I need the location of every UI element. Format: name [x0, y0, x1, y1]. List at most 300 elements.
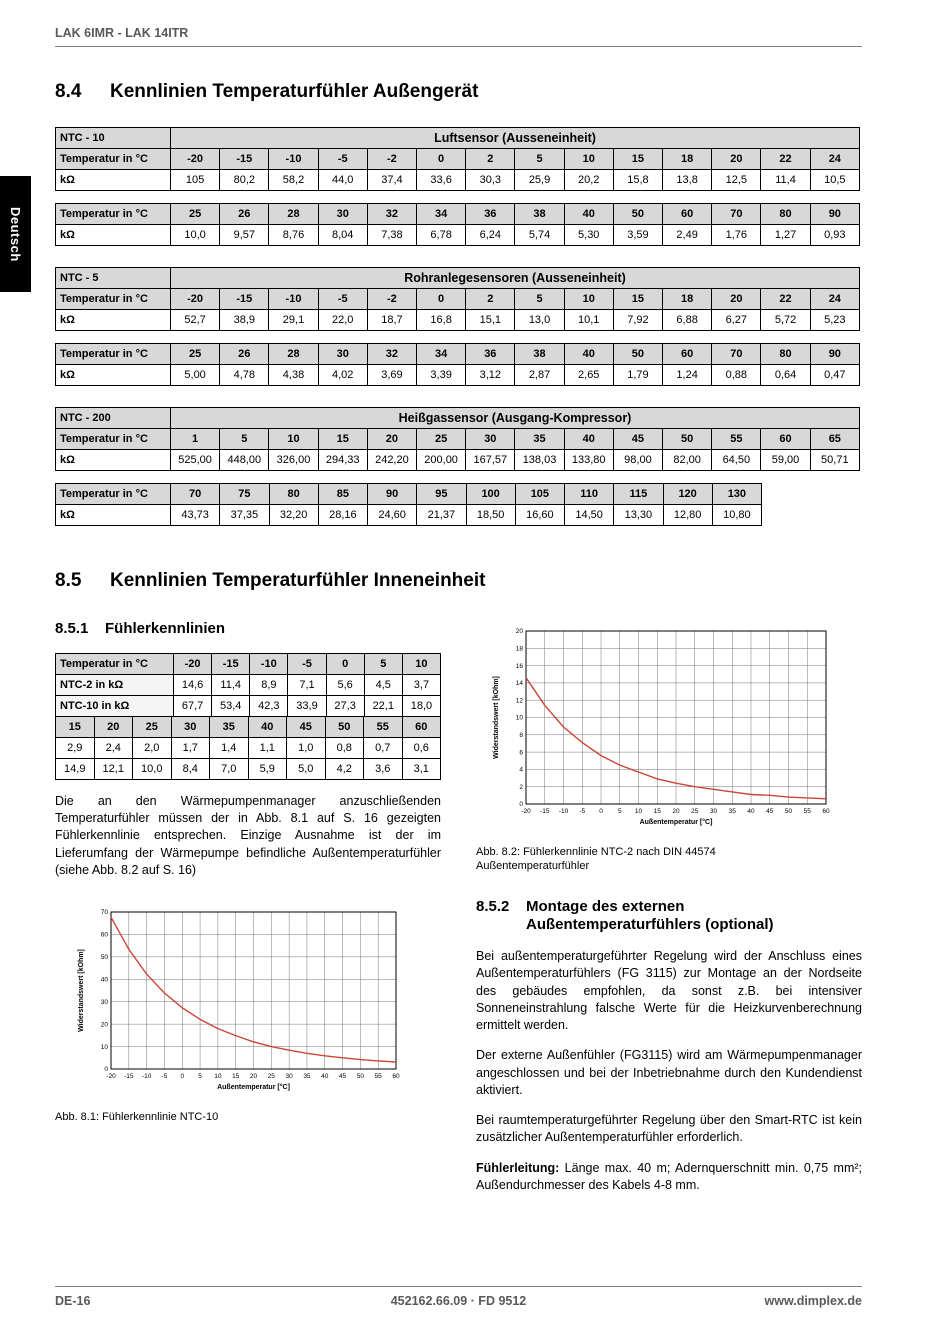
row-label: kΩ: [56, 170, 171, 191]
svg-text:50: 50: [356, 1073, 364, 1080]
table-cell: 3,69: [367, 365, 416, 386]
table-cell: 52,7: [171, 310, 220, 331]
fuehler-table-lower: [55, 716, 441, 780]
table-cell: 67,7: [174, 695, 212, 716]
table-cell: 24,60: [368, 505, 417, 526]
svg-text:60: 60: [100, 931, 108, 939]
table-cell: 37,4: [367, 170, 416, 191]
table-cell: 2,65: [564, 365, 613, 386]
table-cell: 25: [417, 429, 466, 450]
table-cell: -15: [212, 653, 250, 674]
table-cell: 5,0: [287, 758, 326, 779]
table-cell: 90: [810, 344, 859, 365]
table-cell: 55: [364, 716, 403, 737]
svg-text:16: 16: [515, 662, 523, 670]
table-cell: 133,80: [564, 450, 613, 471]
content-area: [55, 0, 862, 1194]
svg-text:20: 20: [100, 1021, 108, 1029]
table-cell: 167,57: [466, 450, 515, 471]
table-cell: 8,76: [269, 225, 318, 246]
language-tab-deutsch: [0, 176, 31, 292]
table-cell: 100: [466, 484, 515, 505]
table-cell: 80,2: [220, 170, 269, 191]
table-cell: 10: [402, 653, 440, 674]
table-cell: 1,0: [287, 737, 326, 758]
resistance-row: [56, 365, 860, 386]
table-cell: 200,00: [417, 450, 466, 471]
table-cell: 20,2: [564, 170, 613, 191]
svg-text:20: 20: [249, 1073, 258, 1080]
ntc-table: [55, 267, 860, 331]
table-cell: -2: [367, 289, 416, 310]
table-cell: 20: [94, 716, 133, 737]
table-cell: 75: [220, 484, 269, 505]
table-cell: 10,5: [810, 170, 859, 191]
table-cell: 60: [663, 204, 712, 225]
table-cell: 95: [417, 484, 466, 505]
table-cell: -20: [174, 653, 212, 674]
table-cell: 6,78: [417, 225, 466, 246]
table-cell: -5: [288, 653, 326, 674]
svg-text:4: 4: [519, 766, 523, 774]
ntc-table: [55, 203, 860, 246]
section-84-heading: [55, 81, 862, 103]
table-cell: 14,9: [56, 758, 95, 779]
table-cell: 7,1: [288, 674, 326, 695]
table-cell: 5,00: [171, 365, 220, 386]
table-cell: 15: [56, 716, 95, 737]
table-cell: 525,00: [171, 450, 220, 471]
row-label: Temperatur in °C: [56, 289, 171, 310]
svg-text:-20: -20: [106, 1073, 116, 1080]
ntc-table-group: [55, 127, 862, 246]
page-footer: [55, 1286, 862, 1308]
svg-text:15: 15: [653, 808, 661, 815]
table-cell: 7,0: [210, 758, 249, 779]
table-cell: 20: [712, 149, 761, 170]
row-label: Temperatur in °C: [56, 204, 171, 225]
table-cell: 5: [364, 653, 402, 674]
svg-text:-5: -5: [579, 808, 586, 815]
row-label: kΩ: [56, 365, 171, 386]
table-cell: -2: [367, 149, 416, 170]
table-header-row: [56, 653, 441, 674]
table-cell: 0,88: [712, 365, 761, 386]
table-cell: 10: [269, 429, 318, 450]
table-cell: 16,60: [515, 505, 564, 526]
table-cell: 26: [220, 344, 269, 365]
table-cell: 53,4: [212, 695, 250, 716]
table-cell: 0,64: [761, 365, 810, 386]
table-cell: 36: [466, 344, 515, 365]
table-cell: 6,88: [663, 310, 712, 331]
table-cell: 30,3: [466, 170, 515, 191]
table-cell: 11,4: [212, 674, 250, 695]
svg-text:30: 30: [100, 998, 108, 1006]
table-cell: 130: [712, 484, 761, 505]
row-label: NTC-10 in kΩ: [56, 695, 174, 716]
table-cell: 30: [466, 429, 515, 450]
table-cell: 15: [613, 289, 662, 310]
table-cell: 13,8: [663, 170, 712, 191]
table-cell: 5,74: [515, 225, 564, 246]
table-cell: 326,00: [269, 450, 318, 471]
table-cell: 55: [712, 429, 761, 450]
table-cell: 105: [171, 170, 220, 191]
table-cell: 34: [417, 344, 466, 365]
table-cell: 20: [712, 289, 761, 310]
table-cell: 14,50: [565, 505, 614, 526]
table-cell: 20: [367, 429, 416, 450]
table-cell: 50: [325, 716, 364, 737]
row-label: NTC-2 in kΩ: [56, 674, 174, 695]
svg-text:30: 30: [709, 808, 718, 815]
fuehlerleitung-paragraph: [476, 1160, 862, 1195]
fuehlerleitung-text: Länge max. 40 m; Adernquerschnitt min. 0,75 mm²; Außendurchmesser des Kabels 4-8 mm.: [476, 1160, 862, 1192]
row-label: kΩ: [56, 225, 171, 246]
table-cell: 38: [515, 204, 564, 225]
table-cell: 26: [220, 204, 269, 225]
table-cell: 4,2: [325, 758, 364, 779]
document-title: LAK 6IMR - LAK 14ITR: [55, 26, 189, 40]
table-cell: 1,4: [210, 737, 249, 758]
table-cell: 40: [564, 344, 613, 365]
table-cell: 43,73: [171, 505, 220, 526]
section-85-number: 8.5: [55, 570, 82, 591]
svg-text:30: 30: [285, 1073, 293, 1080]
language-tab-label: Deutsch: [8, 206, 23, 262]
table-cell: 28: [269, 204, 318, 225]
table-cell: -5: [318, 289, 367, 310]
table-cell: 3,39: [417, 365, 466, 386]
table-cell: 18,7: [367, 310, 416, 331]
section-84-number: 8.4: [55, 81, 82, 102]
svg-text:Außentemperatur [°C]: Außentemperatur [°C]: [217, 1084, 290, 1091]
right-column: [476, 620, 862, 1194]
table-cell: 60: [761, 429, 810, 450]
table-cell: 1,27: [761, 225, 810, 246]
table-cell: -10: [269, 149, 318, 170]
footer-document-number: 452162.66.09 · FD 9512: [390, 1294, 527, 1308]
table-cell: 10: [564, 149, 613, 170]
table-cell: 30: [318, 344, 367, 365]
table-cell: 58,2: [269, 170, 318, 191]
table-cell: 44,0: [318, 170, 367, 191]
left-column: [55, 620, 441, 1194]
table-row: [56, 128, 860, 149]
svg-text:Außentemperatur [°C]: Außentemperatur [°C]: [639, 819, 713, 826]
sensor-type-label: NTC - 200: [56, 408, 171, 429]
table-cell: 3,6: [364, 758, 403, 779]
svg-text:25: 25: [691, 808, 699, 815]
temperature-row: [56, 289, 860, 310]
table-cell: 1,7: [171, 737, 210, 758]
table-cell: 18: [663, 289, 712, 310]
table-cell: 22,0: [318, 310, 367, 331]
table-cell: 294,33: [318, 450, 367, 471]
sensor-type-label: NTC - 10: [56, 128, 171, 149]
table-cell: 0,7: [364, 737, 403, 758]
row-label: Temperatur in °C: [56, 344, 171, 365]
sensor-caption: Rohranlegesensoren (Ausseneinheit): [171, 268, 860, 289]
svg-text:5: 5: [617, 808, 622, 815]
table-cell: 2,4: [94, 737, 133, 758]
svg-text:40: 40: [100, 976, 108, 984]
table-row: [56, 408, 860, 429]
table-cell: 9,57: [220, 225, 269, 246]
svg-text:40: 40: [747, 808, 755, 815]
sensor-caption: Heißgassensor (Ausgang-Kompressor): [171, 408, 860, 429]
table-cell: 38: [515, 344, 564, 365]
svg-text:60: 60: [392, 1073, 400, 1080]
svg-text:50: 50: [784, 808, 793, 815]
table-cell: -20: [171, 149, 220, 170]
svg-text:10: 10: [214, 1073, 222, 1080]
table-cell: 40: [248, 716, 287, 737]
table-cell: 50: [663, 429, 712, 450]
table-cell: 85: [318, 484, 367, 505]
table-cell: 50: [613, 344, 662, 365]
table-cell: 1,76: [712, 225, 761, 246]
table-cell: 16,8: [417, 310, 466, 331]
table-cell: 14,6: [174, 674, 212, 695]
table-cell: 8,9: [250, 674, 288, 695]
table-cell: -10: [269, 289, 318, 310]
table-cell: 65: [810, 429, 859, 450]
section-852-paragraph-3: Bei raumtemperaturgeführter Regelung über den Smart-RTC ist kein zusätzlicher Außentemperaturfühler erforderlich.: [476, 1113, 862, 1145]
resistance-row: [56, 170, 860, 191]
table-cell: 0: [417, 289, 466, 310]
table-cell: 32,20: [269, 505, 318, 526]
table-cell: 5,9: [248, 758, 287, 779]
chart-canvas: [488, 624, 833, 836]
section-851-number: 8.5.1: [55, 620, 89, 637]
table-cell: 70: [712, 344, 761, 365]
table-cell: 28,16: [318, 505, 367, 526]
table-cell: 4,02: [318, 365, 367, 386]
table-cell: 110: [565, 484, 614, 505]
temperature-row: [56, 149, 860, 170]
svg-text:20: 20: [515, 628, 523, 636]
chart-ntc2: [488, 624, 862, 836]
section-852-paragraph-2: Der externe Außenfühler (FG3115) wird am Wärmepumpenmanager angeschlossen und bei der Inbetriebnahme durch den Kundendienst aktiviert.: [476, 1048, 862, 1097]
table-cell: 25: [171, 204, 220, 225]
table-cell: 1,79: [613, 365, 662, 386]
table-cell: 18: [663, 149, 712, 170]
table-cell: 2,49: [663, 225, 712, 246]
table-cell: 5: [220, 429, 269, 450]
table-cell: -5: [318, 149, 367, 170]
table-cell: 4,5: [364, 674, 402, 695]
svg-text:2: 2: [519, 783, 523, 791]
table-cell: 2: [466, 289, 515, 310]
table-cell: 36: [466, 204, 515, 225]
table-cell: 82,00: [663, 450, 712, 471]
table-cell: 105: [515, 484, 564, 505]
table-cell: 24: [810, 289, 859, 310]
table-cell: 7,92: [613, 310, 662, 331]
table-cell: 11,4: [761, 170, 810, 191]
table-cell: 15,1: [466, 310, 515, 331]
sensor-type-label: NTC - 5: [56, 268, 171, 289]
svg-text:50: 50: [100, 954, 108, 962]
table-cell: 35: [210, 716, 249, 737]
table-cell: 12,1: [94, 758, 133, 779]
table-cell: 1,24: [663, 365, 712, 386]
table-cell: 50: [613, 204, 662, 225]
table-cell: 0: [326, 653, 364, 674]
table-cell: 6,27: [712, 310, 761, 331]
svg-text:6: 6: [519, 749, 523, 757]
table-cell: 30: [318, 204, 367, 225]
table-cell: 448,00: [220, 450, 269, 471]
table-cell: 24: [810, 149, 859, 170]
table-cell: 32: [367, 204, 416, 225]
table-cell: 25: [171, 344, 220, 365]
row-label: kΩ: [56, 310, 171, 331]
table-cell: 98,00: [613, 450, 662, 471]
resistance-row: [56, 505, 762, 526]
resistance-row: [56, 450, 860, 471]
section-851-paragraph: Die an den Wärmepumpenmanager anzuschließenden Temperaturfühler müssen der in Abb. 8.1 auf S. 16 gezeigten Fühlerkennlinie entsprechen. Einzige Ausnahme ist der im Lieferumfang der Wärmepumpe befindliche Außentemperaturfühler (siehe Abb. 8.2 auf S. 16): [55, 793, 441, 877]
table-cell: 18,0: [402, 695, 440, 716]
svg-text:Widerstandswert [kOhm]: Widerstandswert [kOhm]: [493, 676, 500, 759]
table-cell: 0,47: [810, 365, 859, 386]
table-cell: 3,1: [402, 758, 441, 779]
table-cell: 0: [417, 149, 466, 170]
table-cell: 10: [564, 289, 613, 310]
table-cell: 40: [564, 429, 613, 450]
svg-text:35: 35: [303, 1073, 311, 1080]
table-cell: 2,9: [56, 737, 95, 758]
two-column-layout: [55, 620, 862, 1194]
table-cell: 5,23: [810, 310, 859, 331]
table-cell: 59,00: [761, 450, 810, 471]
svg-text:8: 8: [519, 732, 523, 739]
figure-81-caption: Abb. 8.1: Fühlerkennlinie NTC-10: [55, 1111, 219, 1123]
table-cell: 25: [133, 716, 172, 737]
ntc-table: [55, 127, 860, 191]
table-cell: 32: [367, 344, 416, 365]
svg-text:70: 70: [100, 909, 108, 917]
table-row: [56, 737, 441, 758]
table-cell: 0,6: [402, 737, 441, 758]
table-cell: 40: [564, 204, 613, 225]
footer-page-number: DE-16: [55, 1294, 91, 1308]
table-cell: -15: [220, 289, 269, 310]
svg-text:25: 25: [267, 1073, 275, 1080]
table-cell: -20: [171, 289, 220, 310]
ntc-table: [55, 483, 762, 526]
svg-text:0: 0: [104, 1066, 108, 1074]
table-cell: 1,1: [248, 737, 287, 758]
svg-text:0: 0: [599, 808, 603, 815]
table-cell: 1: [171, 429, 220, 450]
section-85-heading: [55, 570, 862, 592]
section-851-heading: [55, 620, 441, 639]
table-cell: 15,8: [613, 170, 662, 191]
svg-text:0: 0: [180, 1073, 185, 1080]
table-row: [56, 758, 441, 779]
ntc-tables: [55, 127, 862, 526]
table-cell: 13,30: [614, 505, 663, 526]
ntc-table: [55, 343, 860, 386]
row-label: Temperatur in °C: [56, 429, 171, 450]
temperature-row: [56, 484, 762, 505]
table-cell: 80: [761, 204, 810, 225]
svg-text:55: 55: [374, 1073, 382, 1080]
table-cell: 6,24: [466, 225, 515, 246]
table-cell: 28: [269, 344, 318, 365]
table-cell: 5,30: [564, 225, 613, 246]
table-cell: 70: [712, 204, 761, 225]
sensor-caption: Luftsensor (Ausseneinheit): [171, 128, 860, 149]
table-cell: 25,9: [515, 170, 564, 191]
table-cell: 10,0: [171, 225, 220, 246]
section-852-heading: [476, 898, 862, 936]
footer-website: www.dimplex.de: [764, 1294, 862, 1308]
table-cell: 60: [663, 344, 712, 365]
svg-text:18: 18: [515, 645, 523, 653]
resistance-row: [56, 310, 860, 331]
table-cell: 10,1: [564, 310, 613, 331]
table-cell: 5,6: [326, 674, 364, 695]
figure-82-caption-line2: Außentemperaturfühler: [476, 860, 590, 873]
table-cell: 10,0: [133, 758, 172, 779]
table-cell: 8,4: [171, 758, 210, 779]
table-cell: 45: [287, 716, 326, 737]
table-cell: 22,1: [364, 695, 402, 716]
section-851-title: Fühlerkennlinien: [105, 620, 226, 637]
section-852-title: Montage des externen Außentemperaturfühlers (optional): [526, 897, 774, 934]
svg-text:10: 10: [634, 808, 643, 815]
table-cell: 45: [613, 429, 662, 450]
table-cell: 34: [417, 204, 466, 225]
svg-text:-10: -10: [558, 808, 569, 815]
table-cell: 4,78: [220, 365, 269, 386]
table-cell: 35: [515, 429, 564, 450]
figure-82-caption: [476, 845, 862, 874]
ntc-table: [55, 407, 860, 471]
document-header: [55, 26, 862, 47]
table-cell: 90: [810, 204, 859, 225]
svg-text:15: 15: [232, 1073, 240, 1080]
table-cell: 12,80: [663, 505, 712, 526]
svg-text:-20: -20: [521, 808, 531, 815]
table-cell: 37,35: [220, 505, 269, 526]
table-cell: 5,72: [761, 310, 810, 331]
svg-text:60: 60: [822, 808, 830, 815]
svg-text:-5: -5: [161, 1073, 168, 1080]
table-cell: 2,0: [133, 737, 172, 758]
svg-text:45: 45: [338, 1073, 347, 1080]
table-cell: 21,37: [417, 505, 466, 526]
table-cell: 5: [515, 289, 564, 310]
resistance-row: [56, 225, 860, 246]
svg-text:5: 5: [198, 1073, 202, 1080]
svg-text:-15: -15: [124, 1073, 134, 1080]
section-85-title: Kennlinien Temperaturfühler Inneneinheit: [110, 570, 486, 591]
section-852-paragraph-1: Bei außentemperaturgeführter Regelung wird der Anschluss eines Außentemperaturfühlers (FG 3115) zur Montage an der Nordseite des gebäudes empfohlen, da sonst z.B. bei intensiver Sonneneinstrahlung falsche Werte für die Heizkurvenberechnung ermittelt werden.: [476, 949, 862, 1033]
table-cell: 0,8: [325, 737, 364, 758]
table-cell: 27,3: [326, 695, 364, 716]
svg-text:45: 45: [766, 808, 774, 815]
chart-canvas: [73, 905, 403, 1101]
table-cell: 90: [368, 484, 417, 505]
svg-text:20: 20: [672, 808, 680, 815]
table-cell: 3,7: [402, 674, 440, 695]
svg-text:10: 10: [100, 1043, 108, 1051]
